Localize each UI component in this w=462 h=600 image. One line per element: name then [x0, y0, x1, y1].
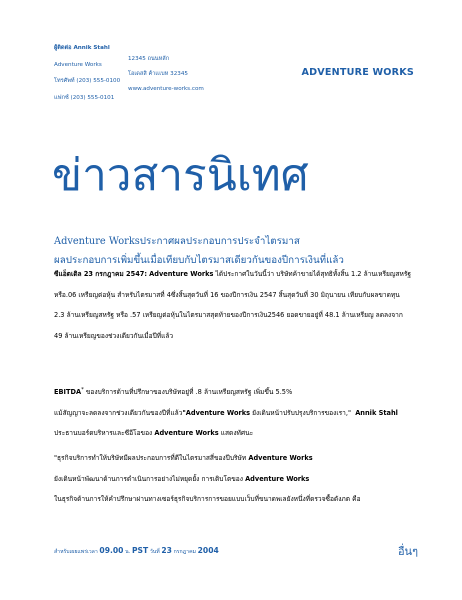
more-label: อื่นๆ: [397, 545, 418, 558]
text-span: ประธานบอร์ดบริหารและซีอีโอของ: [54, 429, 153, 438]
subtitle-line-1: Adventure Worksประกาศผลประกอบการประจำไตรมาส: [54, 236, 300, 247]
person-name: Annik Stahl: [355, 408, 398, 417]
text-span: แสดงทัศนะ: [220, 429, 254, 438]
paragraph-2-line-1: [54, 380, 434, 403]
paragraph-1-line-1: [54, 264, 434, 285]
company-name: Adventure Works: [54, 61, 102, 68]
paragraph-1: [54, 264, 434, 346]
fax-number: แฟกซ์ (203) 555-0101: [54, 94, 115, 101]
text-span: ได้ประกาศในวันนี้ว่า บริษัทค้าขายได้สุทธิทั้งสิ้น 1.2 ล้านเหรียญสหรัฐ: [215, 270, 412, 278]
footnote-mark: *: [81, 387, 84, 393]
brand-logo-text: ADVENTURE WORKS: [301, 67, 414, 78]
release-day: 23: [161, 546, 172, 555]
text-span: ยังเดินหน้าพัฒนาด้านการดำเนินการอย่างไม่หยุดยั้ง การเติบโตของ: [54, 474, 243, 483]
paragraph-1-line-4: 49 ล้านเหรียญของช่วงเดียวกันเมื่อปีที่แล้ว: [54, 331, 174, 340]
brand-name: "Adventure Works: [182, 408, 251, 417]
text-span: ยังเดินหน้าปรับปรุงบริการของเรา,": [252, 408, 351, 417]
subtitle-line-2: ผลประกอบการเพิ่มขึ้นเมื่อเทียบกับไตรมาสเดียวกันของปีการเงินที่แล้ว: [54, 255, 344, 266]
text-span: ของบริการด้านที่ปรึกษาของบริษัทอยู่ที่ .8 ล้านเหรียญสหรัฐ เพิ่มขึ้น 5.5%: [85, 388, 293, 397]
paragraph-3-line-1: [54, 448, 434, 469]
text-span: "ธุรกิจบริการทำให้บริษัทมีผลประกอบการที่ดีในไตรมาสสี่ของปีบริษัท: [54, 454, 247, 462]
dateline: ซีแอ็ตเติล 23 กรกฎาคม 2547:: [54, 270, 148, 278]
release-time: [54, 546, 219, 556]
phone-number: โทรศัพท์ (203) 555-0100: [54, 78, 121, 84]
brand-name: Adventure Works: [149, 270, 214, 278]
paragraph-1-line-3: 2.3 ล้านเหรียญสหรัฐ หรือ .57 เหรียญต่อหุ้นในไตรมาสสุดท้ายของปีการเงิน2546 ยอดขายอยู่ที่ 48.1 ล้านเหรียญ ลดลงจาก: [54, 311, 403, 319]
paragraph-3-line-3: ในธุรกิจด้านการให้คำปรึกษาผ่านทางเซอร์ธุรกิจบริการการขอยแบบเว็บที่ขนาดพเลยังหนึ่งที่ดรวจซื้อดังภต คือ: [54, 495, 361, 503]
brand-name: Adventure Works: [154, 429, 219, 438]
paragraph-1-line-2: หรือ.06 เหรียญต่อหุ้น สำหรับไตรมาสที่ 4ซึ่งสิ้นสุดวันที่ 16 ของปีการเงิน 2547 สิ้นสุดวันที่ 30 มิถุนายน เทียบกับผลขาดทุน: [54, 290, 400, 299]
release-month: กรกฎาคม: [173, 549, 196, 555]
website-link[interactable]: www.adventure-works.com: [128, 86, 204, 92]
time-unit: น.: [125, 549, 131, 555]
contact-name: ผู้ติดต่อ Annik Stahl: [54, 45, 110, 51]
paragraph-3: [54, 448, 434, 510]
paragraph-2-line-3: [54, 423, 434, 444]
page-title: ข่าวสารนิเทศ: [52, 150, 309, 201]
paragraph-2: [54, 380, 434, 444]
paragraph-2-line-2: [54, 403, 434, 424]
ebitda-term: EBITDA: [54, 388, 82, 397]
text-span: แม้สัญญาจะลดลงจากช่วงเดียวกันของปีที่แล้ว: [54, 408, 183, 417]
address-block: [128, 52, 204, 97]
time-zone: PST: [131, 546, 149, 555]
address-line-1: 12345 ถนนหลัก: [128, 56, 170, 62]
address-line-2: โอเดสสิ ค้าเเเบห 32345: [128, 71, 188, 77]
release-prefix: สำหรับเผยแพร่เวลา: [54, 549, 98, 555]
contact-block: [54, 40, 120, 106]
release-hour: 09.00: [99, 546, 124, 555]
brand-name: Adventure Works: [248, 454, 313, 462]
paragraph-3-line-2: [54, 469, 434, 490]
day-label: วันที่: [149, 549, 160, 555]
brand-name: Adventure Works: [245, 474, 310, 483]
release-year: 2004: [197, 546, 219, 555]
